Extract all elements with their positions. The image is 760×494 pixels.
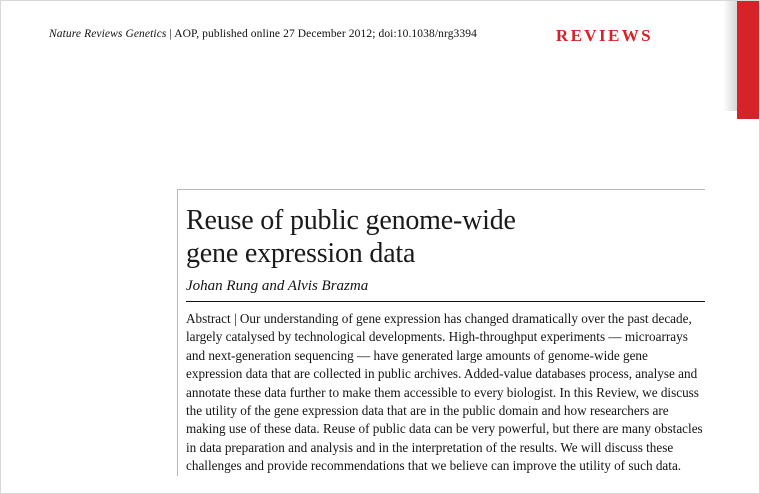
title-line-2: gene expression data (186, 238, 416, 269)
journal-name: Nature Reviews Genetics (49, 28, 167, 40)
page-edge-shadow (723, 1, 737, 111)
journal-edge-tab (737, 1, 759, 119)
abstract-text: Abstract | Our understanding of gene expression has changed dramatically over the past decade, largely catalysed by technological developments. High-throughput experiments — microarrays and next-generation sequencing — have generated large amounts of genome-wide gene expression data that are collected in public archives. Added-value databases process, analyse and annotate these data further to make them accessible to every biologist. In this Review, we discuss the utility of the gene expression data that are in the public domain and how researchers are making use of these data. Reuse of public data can be very powerful, but there are many obstacles in data preparation and analysis and in the interpretation of the results. We will discuss these challenges and provide recommendations that we believe can improve the utility of such data. (186, 311, 703, 474)
author-list: Johan Rung and Alvis Brazma (186, 274, 705, 302)
journal-citation-line (49, 28, 477, 40)
article-block (177, 189, 705, 476)
page-header (49, 26, 711, 48)
page-title (186, 204, 705, 270)
title-line-1: Reuse of public genome-wide (186, 205, 516, 236)
section-label: REVIEWS (555, 26, 653, 45)
journal-citation: | AOP, published online 27 December 2012; doi:10.1038/nrg3394 (166, 28, 477, 40)
